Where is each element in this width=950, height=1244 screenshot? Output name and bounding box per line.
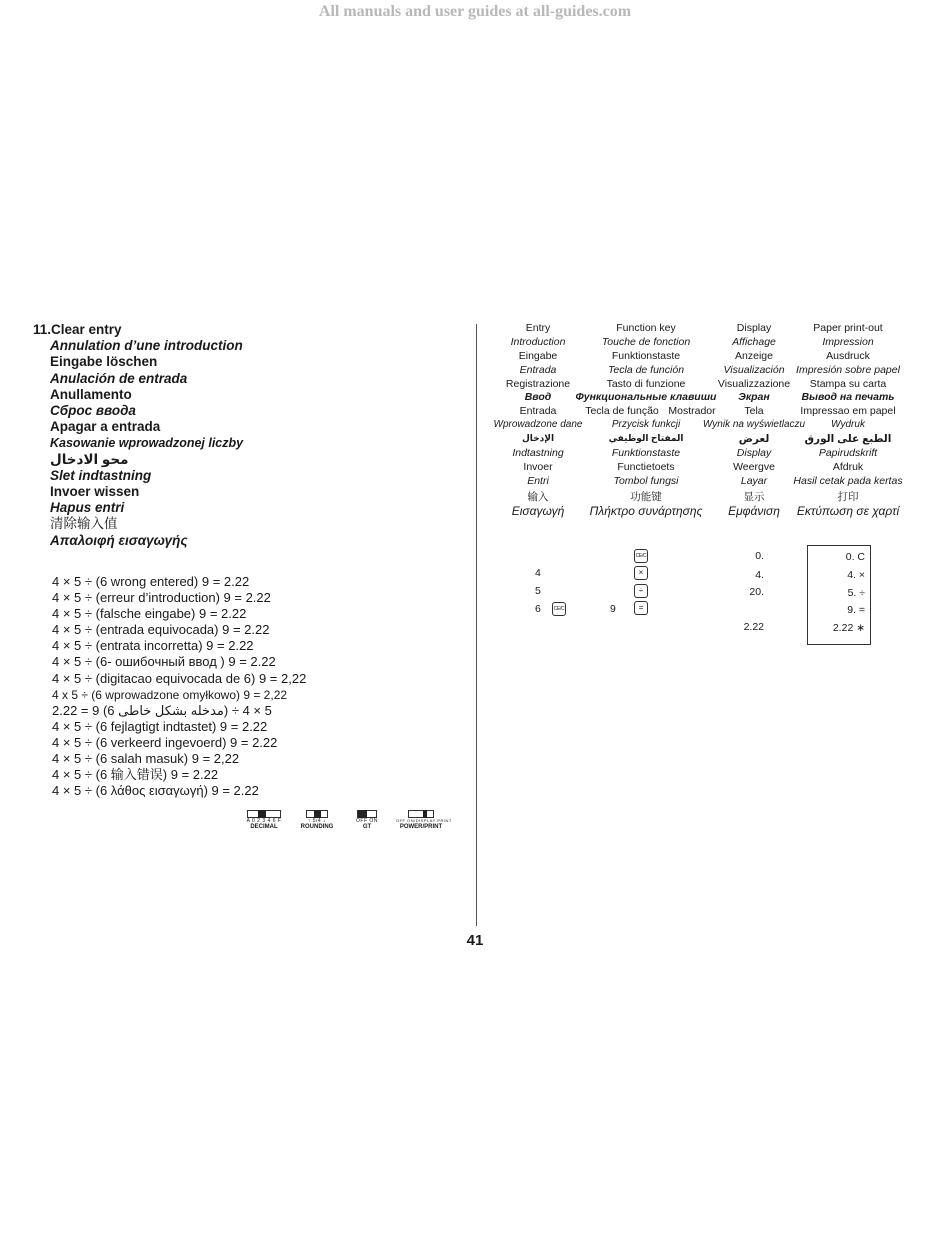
glossary-display-extra: Mostrador [668,405,716,418]
glossary-entry: الإدخال [521,433,555,444]
rounding-label: ROUNDING [300,824,334,830]
multiply-key: × [634,566,648,580]
example-line: 2.22 = 9 (6 مدخله بشكل خاطى) ÷ 5 × 4 [52,702,272,718]
ce-c-key: CE/C [552,602,566,616]
example-line: 4 × 5 ÷ (6 λάθος εισαγωγή) 9 = 2.22 [52,783,259,799]
glossary-function-key: Πλήκτρο συνάρτησης [589,503,703,518]
tape-line: 4. × [847,569,865,581]
example-line: 4 × 5 ÷ (6 verkeerd ingevoerd) 9 = 2.22 [52,734,278,750]
decimal-switch [246,810,282,831]
glossary-function-key: Przycisk funkcji [611,419,681,431]
example-line: 4 × 5 ÷ (6 salah masuk) 9 = 2,22 [52,751,240,767]
glossary-print: Stampa su carta [809,377,887,390]
glossary-function-key: Tecla de função [585,405,659,418]
display-value: 0. [755,550,764,562]
heading-de: Eingabe löschen [50,354,158,370]
gt-switch [354,810,380,831]
calculation-example [492,545,892,655]
tape-line: 2.22 ∗ [832,622,865,634]
column-divider [476,324,477,926]
glossary-entry: Registrazione [505,377,571,390]
glossary-entry: Introduction [510,335,566,348]
rounding-switch-bar [306,810,328,818]
section-title: 11.Clear entry [33,322,122,337]
glossary-print: Afdruk [832,460,864,473]
power-ticks: OFF ON/DISPLAY PRINT [396,818,452,823]
glossary-entry: Ввод [524,391,552,404]
glossary-entry: Invoer [523,460,553,473]
glossary-function-key: Tecla de función [607,363,685,376]
power-label: POWER/PRINT [399,824,443,830]
example-line: 4 × 5 ÷ (6 输入错误) 9 = 2.22 [52,767,219,783]
glossary-function-key: Tasto di funzione [606,377,686,390]
switch-knob [314,810,321,818]
heading-it: Anullamento [50,386,132,402]
heading-pl: Kasowanie wprowadzonej liczby [50,436,244,451]
glossary-entry: Entri [527,474,549,487]
section-heading-list [33,322,453,549]
glossary-print: Paper print-out [813,322,883,334]
tape-line: 9. = [847,604,865,616]
paper-tape [807,545,871,645]
heading-ru: Сброс ввода [50,403,136,419]
glossary-function-key: Touche de fonction [601,335,691,348]
glossary-function-key: Funktionstaste [611,349,681,362]
heading-nl: Invoer wissen [50,484,140,500]
heading-zh: 清除输入值 [50,516,118,532]
heading-da: Slet indtastning [50,467,152,483]
gt-label: GT [362,824,372,830]
page-number: 41 [466,932,484,949]
example-list [52,574,452,799]
glossary-print: Impresión sobre papel [796,363,900,376]
glossary-print: Papirudskrift [818,447,878,460]
glossary-print: Hasil cetak pada kertas [793,474,903,487]
glossary-display: Affichage [732,335,776,348]
glossary-entry: Entrada [519,405,557,418]
glossary-entry: Wprowadzone dane [493,419,583,431]
glossary-entry: Indtastning [512,447,564,460]
decimal-ticks: A 0 2 3 4 6 F [246,818,282,824]
entry-value: 5 [535,585,541,597]
glossary-display: Экран [738,391,770,404]
glossary-display: Visualizzazione [717,377,791,390]
heading-el: Απαλοιφή εισαγωγής [50,532,188,548]
display-value: 4. [755,569,764,581]
glossary-print: Impressao em papel [800,405,896,418]
glossary-function-key: 功能键 [630,490,662,503]
entry-value: 9 [610,603,616,615]
example-line: 4 × 5 ÷ (entrada equivocada) 9 = 2.22 [52,622,270,638]
example-line: 4 × 5 ÷ (falsche eingabe) 9 = 2.22 [52,606,247,622]
power-switch-bar [408,810,434,818]
heading-pt: Apagar a entrada [50,419,161,435]
glossary-display: Tela [744,405,764,418]
glossary-print: Εκτύπωση σε χαρτί [796,503,900,518]
glossary-display: Anzeige [735,349,773,362]
tape-line: 5. ÷ [847,587,865,599]
divide-key: ÷ [634,584,648,598]
power-switch [396,810,452,831]
switch-knob [258,810,266,818]
glossary-display: Εμφάνιση [728,503,780,518]
switch-knob [358,810,367,818]
display-value: 20. [749,586,764,598]
glossary-display: Weergve [733,460,775,473]
switch-settings [0,810,460,850]
decimal-switch-bar [247,810,281,818]
decimal-label: DECIMAL [250,824,278,830]
glossary-entry: Entry [525,322,551,334]
glossary-function-key: Functietoets [617,460,675,473]
example-line: 4 × 5 ÷ (6 wrong entered) 9 = 2.22 [52,574,250,589]
glossary-function-key: Function key [616,322,676,334]
ce-c-key: CE/C [634,549,648,563]
gt-ticks: OFF ON [356,818,378,824]
heading-ar: محو الادخال [50,451,129,467]
entry-value: 6 [535,603,541,615]
glossary-entry: Eingabe [518,349,558,362]
entry-value: 4 [535,567,541,579]
equals-key: = [634,601,648,615]
tape-line: 0. C [845,551,865,563]
glossary-print: 打印 [837,490,859,503]
glossary-display: Layar [740,474,768,487]
glossary-entry: Entrada [519,363,557,376]
heading-fr: Annulation d’une introduction [50,338,243,354]
example-line: 4 × 5 ÷ (entrata incorretta) 9 = 2.22 [52,638,254,654]
display-value: 2.22 [743,621,764,633]
glossary-print: Вывод на печать [801,391,895,404]
switch-knob [423,810,427,818]
glossary-entry: 输入 [527,490,549,503]
gt-switch-bar [357,810,377,818]
rounding-switch [298,810,336,831]
glossary-print: Impression [822,335,874,348]
glossary-function-key: Функциональные клавиши [575,391,717,404]
glossary-print: Ausdruck [826,349,870,362]
glossary-print: الطبع على الورق [804,433,892,446]
heading-es: Anulación de entrada [50,370,188,386]
example-line: 4 x 5 ÷ (6 wprowadzone omyłkowo) 9 = 2,22 [52,687,288,702]
example-line: 4 × 5 ÷ (erreur d’introduction) 9 = 2.22 [52,590,271,606]
example-line: 4 × 5 ÷ (6- ошибочный ввод ) 9 = 2.22 [52,654,276,670]
heading-id: Hapus entri [50,500,125,516]
glossary-function-key: المفتاح الوظيفي [608,433,684,444]
glossary-display: Visualización [723,363,785,376]
glossary-display: لعرض [738,433,770,446]
glossary-function-key: Funktionstaste [611,447,681,460]
glossary-display: Display [736,322,772,334]
watermark: All manuals and user guides at all-guides.com [318,3,632,20]
glossary-print: Wydruk [831,419,865,431]
glossary-display: 显示 [743,490,765,503]
rounding-ticks: ↑ 5/4 ↓ [307,818,327,824]
glossary-entry: Εισαγωγή [511,503,565,518]
glossary-display: Display [736,447,772,460]
example-line: 4 × 5 ÷ (digitacao equivocada de 6) 9 = 2,22 [52,670,307,686]
example-line: 4 × 5 ÷ (6 fejlagtigt indtastet) 9 = 2.22 [52,718,268,734]
glossary-display: Wynik na wyświetlaczu [702,419,806,431]
glossary-function-key: Tombol fungsi [613,474,679,487]
